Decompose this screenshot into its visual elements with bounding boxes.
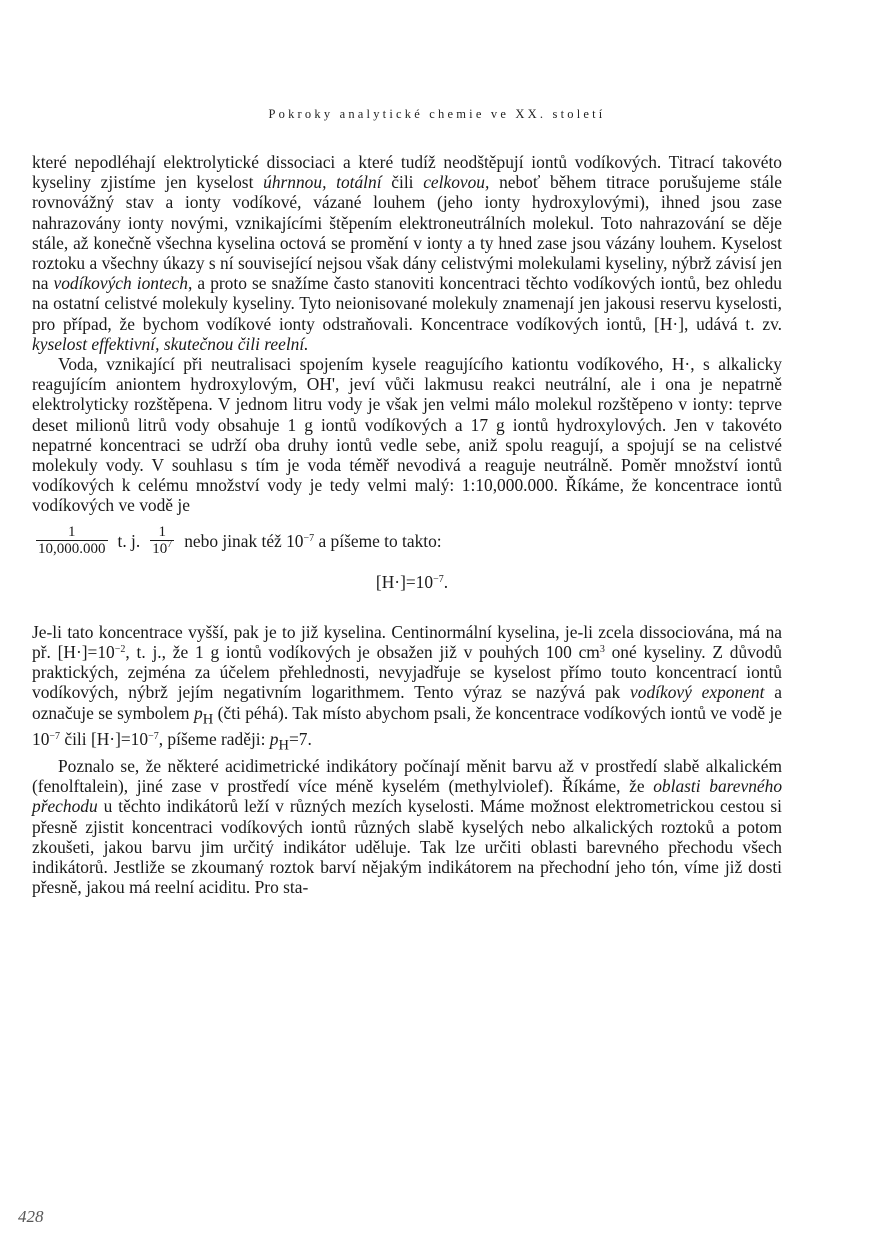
running-header: Pokroky analytické chemie ve XX. století (268, 107, 606, 121)
page-number: 428 (18, 1207, 44, 1226)
fraction-ten-power-seven: $\frac{1}{10^7}$ (152, 524, 173, 558)
fraction-ten-million: $\frac{1}{10,000.000}$ (38, 524, 106, 558)
equation-hydrogen-ion: $[H\cdot]=10^{-7}$. (375, 571, 449, 592)
page-body (32, 152, 782, 897)
paragraph-4: Poznalo se, že některé acidimetrické indikátory počínají měnit barvu až v prostředí slabě alkalickém (fenolftalein), jiné zase v prostředí více méně kyselém (methylviolef). Říkáme, že oblasti barevného přechodu u těchto indikátorů leží v různých mezích kyselosti. Máme možnost elektrometrickou cestou si přesně zjistit koncentraci vodíkových iontů různých slabě kyselých nebo alkalických roztoků a potom zkoušeti, jakou barvu jim určitý indikátor uděluje. Tak lze určiti oblasti barevného přechodu všech indikátorů. Jestliže se zkoumaný roztok barví nějakým indikátorem na přechodní jeho tón, víme již dosti přesně, jakou má reelní aciditu. Pro sta- (32, 756, 783, 898)
paragraph-2: Voda, vznikající při neutralisaci spojením kysele reagujícího kationtu vodíkového, H·, s alkalicky reagujícím aniontem hydroxylovým, OH', jeví vůči lakmusu reakci neutrální, ale i ona je nepatrně elektrolyticky rozštěpena. V jednom litru vody je však jen velmi málo molekul rozštěpeno v ionty: teprve deset milionů litrů vody obsahuje 1 g iontů vodíkových a 17 g iontů hydroxylových. Jen v takovéto nepatrné koncentraci se udrží oba druhy iontů vedle sebe, aniž spolu reagují, a spojují se na celistvé molekuly vody. V souhlasu s tím je voda téměř nevodivá a reaguje neutrálně. Poměr množství iontů vodíkových k celému množství vody je tedy velmi malý: 1:10,000.000. Říkáme, že koncentrace iontů vodíkových ve vodě je (32, 354, 782, 516)
paragraph-1: které nepodléhají elektrolytické dissociaci a které tudíž neodštěpují iontů vodíkových. Titrací takovéto kyseliny zjistíme jen kyselost úhrnnou, totální čili celkovou, neboť během titrace porušujeme stále rovnovážný stav a ionty vodíkové, vázané louhem (jeho ionty hydroxylovými), ihned jsou zase nahrazovány ionty novými, vznikajícími štěpením elektroneutrálních molekul. Toto nahrazování se děje stále, až konečně všechna kyselina octová se promění v ionty a ty hned zase jsou vázány louhem. Kyselost roztoku a všechny úkazy s ní související nejsou však dány celistvými molekulami kyseliny, nýbrž závisí jen na vodíkových iontech, a proto se snažíme často stanoviti koncentraci těchto vodíkových iontů, bez ohledu na ostatní celistvé molekuly kyseliny. Tyto neionisované molekuly znamenají jen jakousi reservu kyselosti, pro případ, že bychom vodíkové ionty odstraňovali. Koncentrace vodíkových iontů, [H·], udává t. zv. kyselost effektivní, skutečnou čili reelní. (32, 152, 783, 354)
fraction-line: $\frac{1}{10,000.000}$ t. j. $\frac{1}{10^7}$ nebo jinak též $10^{-7}$ a píšeme to takto: (38, 524, 442, 558)
paragraph-3: Je-li tato koncentrace vyšší, pak je to již kyselina. Centinormální kyselina, je-li zcela dissociována, má na př. $[H\cdot]=10^{-2}$, t. j., že 1 g iontů vodíkových je obsažen již v pouhých 100 $cm^3$ oné kyseliny. Z důvodů praktických, zejména za účelem přehlednosti, nevyjadřuje se kyselost přímo touto koncentrací iontů vodíkových, nýbrž jejím negativním logarithmem. Tento výraz se nazývá pak vodíkový exponent a označuje se symbolem $p_H$ (čti péhá). Tak místo abychom psali, že koncentrace vodíkových iontů ve vodě je $10^{-7}$ čili $[H\cdot]=10^{-7}$, píšeme raději: $p_H=7$. (32, 621, 783, 754)
